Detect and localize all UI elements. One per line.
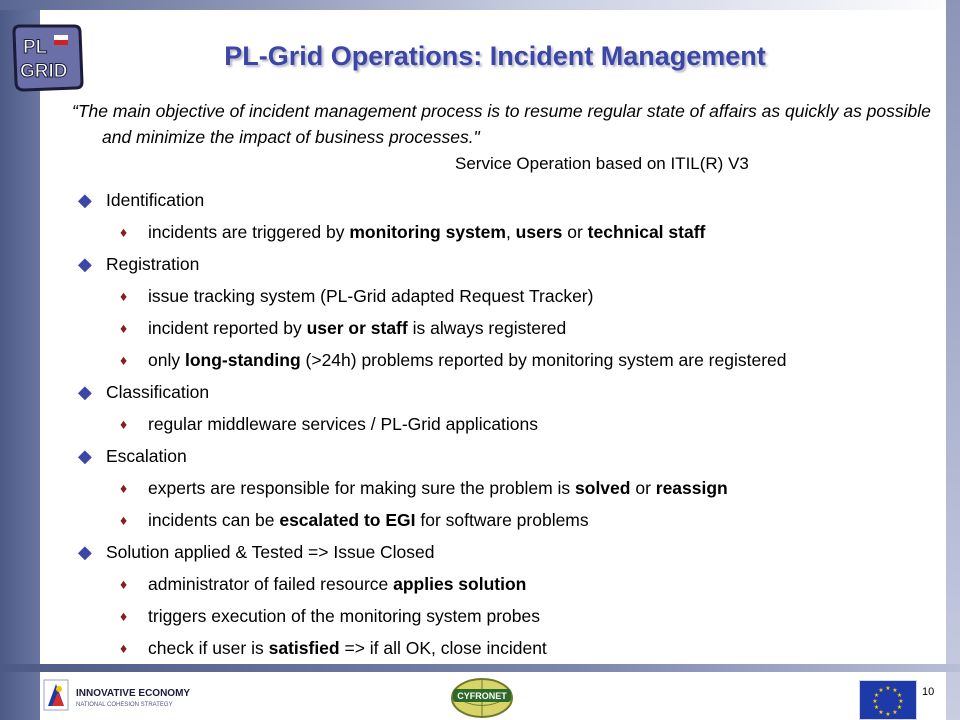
list-item: ♦ incident reported by user or staff is always registered xyxy=(60,312,945,344)
svg-text:★: ★ xyxy=(898,698,904,705)
cyfronet-text: CYFRONET xyxy=(457,691,507,701)
section-label: Registration xyxy=(106,254,200,274)
small-diamond-icon: ♦ xyxy=(120,288,128,304)
section-escalation xyxy=(60,440,945,472)
section-label: Identification xyxy=(106,190,205,210)
ie-subtitle: NATIONAL COHESION STRATEGY xyxy=(76,702,173,708)
small-diamond-icon: ♦ xyxy=(120,608,128,624)
svg-text:★: ★ xyxy=(892,709,898,716)
svg-text:★: ★ xyxy=(872,698,878,705)
svg-text:★: ★ xyxy=(873,692,880,699)
small-diamond-icon: ♦ xyxy=(120,640,128,656)
slide-title: PL-Grid Operations: Incident Management xyxy=(224,41,766,71)
svg-text:★: ★ xyxy=(885,685,891,692)
pl-grid-logo xyxy=(10,20,84,94)
list-item: ♦ only long-standing (>24h) problems reported by monitoring system are registered xyxy=(60,344,945,376)
small-diamond-icon: ♦ xyxy=(120,224,128,240)
svg-text:★: ★ xyxy=(878,687,884,694)
svg-text:★: ★ xyxy=(878,709,884,716)
svg-text:★: ★ xyxy=(892,687,898,694)
section-identification xyxy=(60,184,945,216)
svg-text:★: ★ xyxy=(885,711,891,718)
top-decorative-band xyxy=(0,0,960,10)
quote-text: “The main objective of incident management process is to resume regular state of affairs as quickly as possible and minimize the impact of business processes." xyxy=(72,101,931,147)
small-diamond-icon: ♦ xyxy=(120,320,128,336)
section-label: Escalation xyxy=(106,446,187,466)
small-diamond-icon: ♦ xyxy=(120,352,128,368)
list-item: ♦ experts are responsible for making sure the problem is solved or reassign xyxy=(60,472,945,504)
list-item: ♦ check if user is satisfied => if all OK, close incident xyxy=(60,632,945,664)
list-item: ♦ incidents are triggered by monitoring system, users or technical staff xyxy=(60,216,945,248)
list-item: ♦ incidents can be escalated to EGI for software problems xyxy=(60,504,945,536)
svg-text:★: ★ xyxy=(873,704,880,711)
small-diamond-icon: ♦ xyxy=(120,416,128,432)
diamond-icon: ◆ xyxy=(78,542,92,562)
left-decorative-band xyxy=(0,0,40,720)
section-registration xyxy=(60,248,945,280)
small-diamond-icon: ♦ xyxy=(120,512,128,528)
diamond-icon: ◆ xyxy=(78,382,92,402)
list-item: ♦ administrator of failed resource applies solution xyxy=(60,568,945,600)
small-diamond-icon: ♦ xyxy=(120,576,128,592)
list-item: ♦ triggers execution of the monitoring system probes xyxy=(60,600,945,632)
slide-content xyxy=(60,98,945,664)
diamond-icon: ◆ xyxy=(78,190,92,210)
section-label: Classification xyxy=(106,382,210,402)
list-item: ♦ issue tracking system (PL-Grid adapted Request Tracker) xyxy=(60,280,945,312)
section-classification xyxy=(60,376,945,408)
svg-text:★: ★ xyxy=(896,692,903,699)
ie-title: INNOVATIVE ECONOMY xyxy=(76,688,191,699)
diamond-icon: ◆ xyxy=(78,254,92,274)
svg-text:★: ★ xyxy=(896,704,903,711)
page-number: 10 xyxy=(922,686,935,698)
eu-flag-logo xyxy=(859,680,917,720)
bottom-decorative-band xyxy=(0,664,960,672)
list-item: ♦ regular middleware services / PL-Grid applications xyxy=(60,408,945,440)
quote-source: Service Operation based on ITIL(R) V3 xyxy=(455,154,749,173)
logo-text-grid: GRID xyxy=(20,61,68,82)
small-diamond-icon: ♦ xyxy=(120,480,128,496)
cyfronet-logo xyxy=(437,675,527,720)
diamond-icon: ◆ xyxy=(78,446,92,466)
logo-text-pl: PL xyxy=(23,37,48,58)
section-label: Solution applied & Tested => Issue Closed xyxy=(106,542,435,562)
section-solution xyxy=(60,536,945,568)
innovative-economy-logo xyxy=(40,676,210,716)
